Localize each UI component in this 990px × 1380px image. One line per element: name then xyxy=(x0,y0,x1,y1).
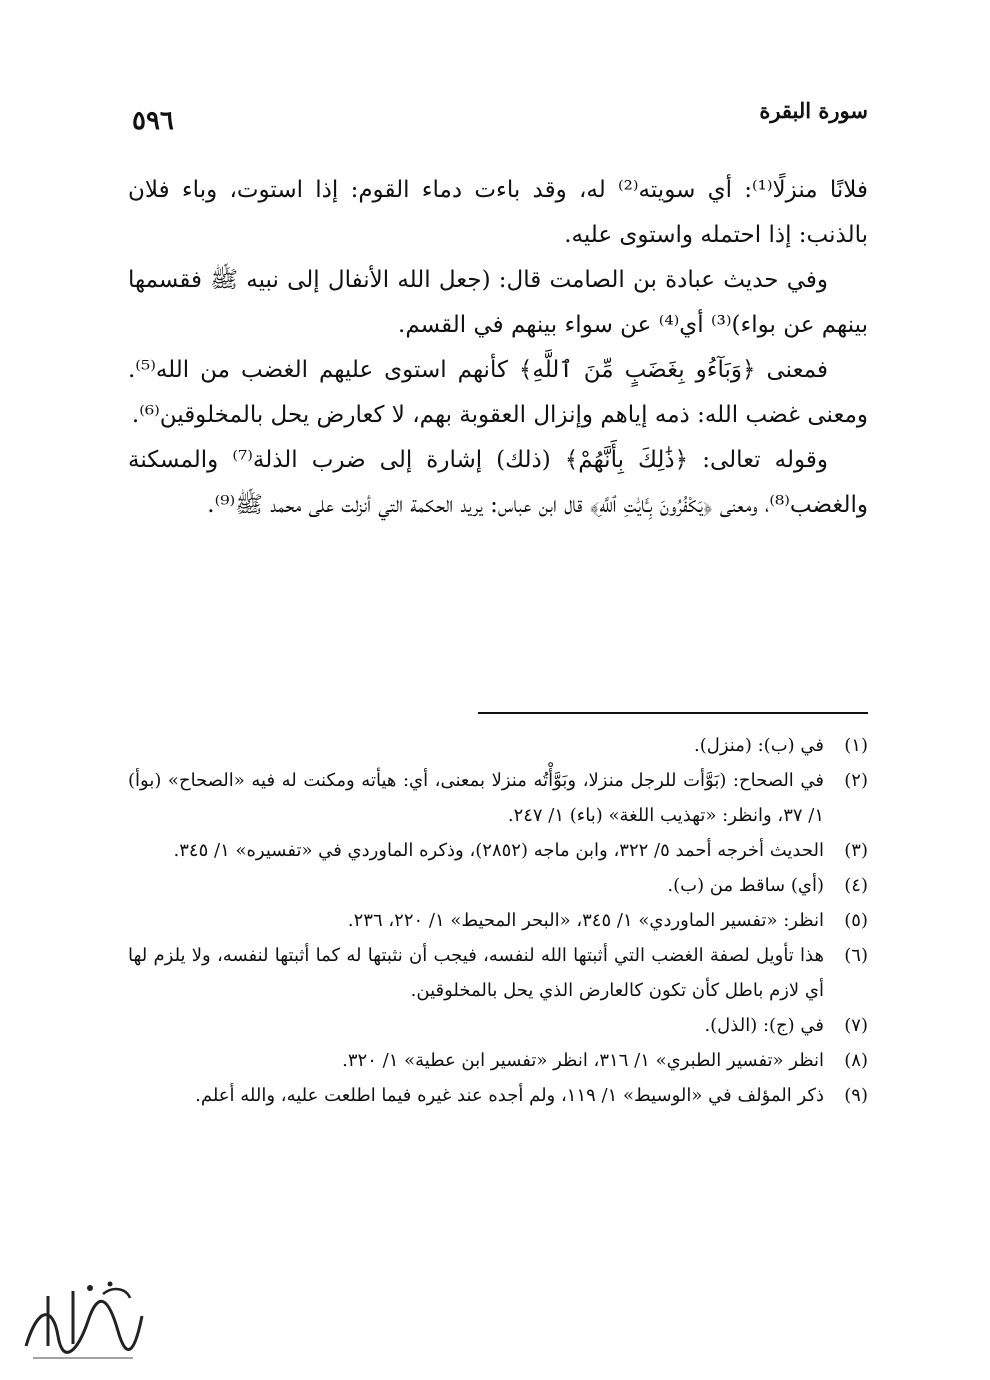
footnote xyxy=(128,728,868,763)
footnotes-list xyxy=(128,728,868,1113)
footnote-number: (٤) xyxy=(844,875,868,896)
footnote-number: (٢) xyxy=(844,770,868,791)
footnote-number: (٨) xyxy=(844,1050,868,1071)
footnote xyxy=(128,763,868,833)
footnote-text: في (ب): (منزل). xyxy=(694,735,824,756)
main-text xyxy=(128,168,868,528)
footnote-number: (٩) xyxy=(844,1085,868,1106)
footnote-text: في (ج): (الذل). xyxy=(704,1015,824,1036)
footnote-number: (٧) xyxy=(844,1015,868,1036)
footnote-text: هذا تأويل لصفة الغضب التي أثبتها الله لنفسه، فيجب أن نثبتها له كما أثبتها لنفسه، ولا يلزم لها أي لازم باطل كأن تكون كالعارض الذي يحل بالمخلوقين. xyxy=(128,945,824,1001)
page-header xyxy=(128,92,868,142)
footnote-text: ذكر المؤلف في «الوسيط» ١/ ١١٩، ولم أجده عند غيره فيما اطلعت عليه، والله أعلم. xyxy=(195,1085,824,1106)
footnote-text: انظر «تفسير الطبري» ١/ ٣١٦، انظر «تفسير ابن عطية» ١/ ٣٢٠. xyxy=(342,1050,824,1071)
footnote-number: (٦) xyxy=(844,945,868,966)
footnote xyxy=(128,868,868,903)
footnote-separator xyxy=(478,712,868,714)
footnote-number: (٥) xyxy=(844,910,868,931)
footnote xyxy=(128,1043,868,1078)
footnote xyxy=(128,938,868,1008)
main-paragraph: وفي حديث عبادة بن الصامت قال: (جعل الله الأنفال إلى نبيه ﷺ فقسمها بينهم عن بواء)⁽³⁾ أي⁽⁴⁾ عن سواء بينهم في القسم. xyxy=(128,267,868,338)
main-paragraph: فلانًا منزلًا⁽¹⁾: أي سويته⁽²⁾ له، وقد باءت دماء القوم: إذا استوت، وباء فلان بالذنب: إذا احتمله واستوى عليه. xyxy=(128,177,869,248)
footnote-text: الحديث أخرجه أحمد ٥/ ٣٢٢، وابن ماجه (٢٨٥٢)، وذكره الماوردي في «تفسيره» ١/ ٣٤٥. xyxy=(173,840,824,861)
page-number: ٥٩٦ xyxy=(132,106,174,136)
logo-graphic xyxy=(18,1276,148,1366)
almosahm-logo-icon xyxy=(18,1276,148,1366)
main-paragraph: وقوله تعالى: ﴿ذَٰلِكَ بِأَنَّهُمْ﴾ (ذلك) إشارة إلى ضرب الذلة⁽⁷⁾ والمسكنة والغضب⁽⁸⁾، ومعنى ﴿يَكْفُرُونَ بِـَٔايَٰتِ ٱللَّهِ﴾ قال ابن عباس: يريد الحكمة التي أنزلت على محمد ﷺ⁽⁹⁾. xyxy=(128,447,868,518)
footnote-text: انظر: «تفسير الماوردي» ١/ ٣٤٥، «البحر المحيط» ١/ ٢٢٠، ٢٣٦. xyxy=(347,910,824,931)
footnote xyxy=(128,833,868,868)
footnote-text: (أي) ساقط من (ب). xyxy=(667,875,824,896)
main-paragraph: فمعنى ﴿وَبَآءُو بِغَضَبٍ مِّنَ ٱللَّهِ﴾ كأنهم استوى عليهم الغضب من الله⁽⁵⁾. ومعنى غضب الله: ذمه إياهم وإنزال العقوبة بهم، لا كعارض يحل بالمخلوقين⁽⁶⁾. xyxy=(128,357,868,428)
footnote-text: في الصحاح: (بَوَّأت للرجل منزلا، وبَوَّأْتُه منزلا بمعنى، أي: هيأته ومكنت له فيه «الصحاح» (بوأ) ١/ ٣٧، وانظر: «تهذيب اللغة» (باء) ١/ ٢٤٧. xyxy=(128,770,824,826)
footnote xyxy=(128,1008,868,1043)
footnote-number: (١) xyxy=(844,735,868,756)
footnote xyxy=(128,1078,868,1113)
surah-title: سورة البقرة xyxy=(759,98,868,123)
footnote-number: (٣) xyxy=(844,840,868,861)
footnote xyxy=(128,903,868,938)
